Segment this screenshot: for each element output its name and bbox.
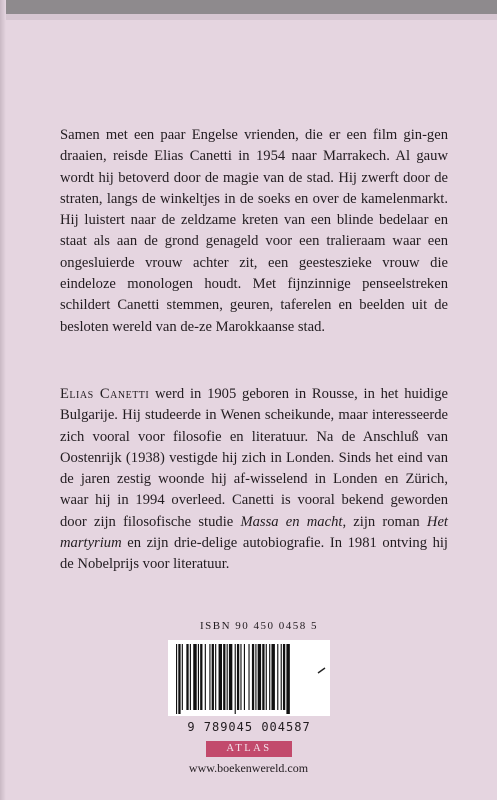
book-title-het-martyrium: Het martyrium [60, 513, 448, 552]
barcode-bar [205, 644, 206, 710]
barcode-bar [186, 644, 188, 710]
barcode-bar [237, 644, 239, 710]
cover-top-edge-shade [0, 14, 497, 20]
isbn-label: ISBN 90 450 0458 5 [200, 620, 319, 632]
barcode-bar [269, 644, 270, 710]
barcode-bar [240, 644, 241, 710]
cover-top-edge [0, 0, 497, 14]
barcode-bar [235, 644, 236, 714]
barcode-bar [248, 644, 249, 710]
barcode-bar [252, 644, 254, 710]
barcode-bar [262, 644, 264, 710]
barcode-bar [227, 644, 228, 710]
barcode-bar [200, 644, 202, 710]
author-bio-paragraph [60, 384, 448, 576]
barcode-bar [266, 644, 267, 710]
barcode-bar [198, 644, 199, 710]
barcode-bar [229, 644, 232, 710]
barcode-bar [193, 644, 196, 710]
publisher-logo: ATLAS [206, 741, 292, 757]
barcode-bar [215, 644, 216, 710]
barcode-bar [286, 644, 289, 714]
barcode-bar [271, 644, 274, 710]
barcode-bar [176, 644, 177, 714]
barcode-bar [209, 644, 210, 710]
barcode-bar [244, 644, 245, 710]
barcode-bar [212, 644, 214, 710]
barcode-bar [255, 644, 256, 710]
blurb-text: Samen met een paar Engelse vrienden, die er een film gin-gen draaien, reisde Elias Canetti in 1954 naar Marrakech. Al gauw wordt hij betoverd door de magie van de stad. Hij zwerft door de straten, langs de winkeltjes in de soeks en over de kamelenmarkt. Hij luistert naar de zeldzame kreten van een blinde bedelaar en staat als aan de grond genageld voor een tralieraam waar een ongesluierde vrouw achter zit, een geesteszieke vrouw die eindeloze monologen houdt. Met fijnzinnige penseelstreken schildert Canetti stemmen, geuren, taferelen en beelden uit de besloten wereld van de-ze Marokkaanse stad. [60, 127, 448, 335]
pen-mark-icon [317, 667, 326, 674]
blurb-paragraph [60, 125, 448, 338]
barcode [168, 640, 330, 716]
book-title-massa-en-macht: Massa en macht [240, 513, 343, 530]
barcode-bar [281, 644, 282, 710]
spine-shadow [0, 0, 6, 800]
barcode-bar [223, 644, 225, 710]
barcode-bar [258, 644, 261, 710]
barcode-bar [219, 644, 222, 710]
barcode-digits: 9 789045 004587 [187, 720, 311, 734]
publisher-website: www.boekenwereld.com [188, 761, 309, 775]
barcode-bar [283, 644, 285, 710]
barcode-bar [178, 644, 180, 714]
barcode-bar [182, 644, 183, 710]
barcode-bar [277, 644, 278, 710]
bio-text-3: en zijn drie-delige autobiografie. In 1981 ontving hij de Nobelprijs voor literatuur. [60, 535, 448, 573]
bio-text-1: werd in 1905 geboren in Rousse, in het huidige Bulgarije. Hij studeerde in Wenen scheikunde, maar interesseerde zich vooral voor filosofie en literatuur. Na de Anschluß van Oostenrijk (1938) vestigde hij zich in Londen. Sinds het eind van de jaren zestig woonde hij af-wisselend in Londen en Zürich, waar hij in 1994 overleed. Canetti is vooral bekend geworden door zijn filosofische studie [60, 386, 449, 530]
bio-text-2: , zijn roman [342, 513, 427, 530]
barcode-bar [190, 644, 191, 710]
author-name: Elias Canetti [60, 386, 150, 402]
barcode-bars [168, 640, 330, 716]
